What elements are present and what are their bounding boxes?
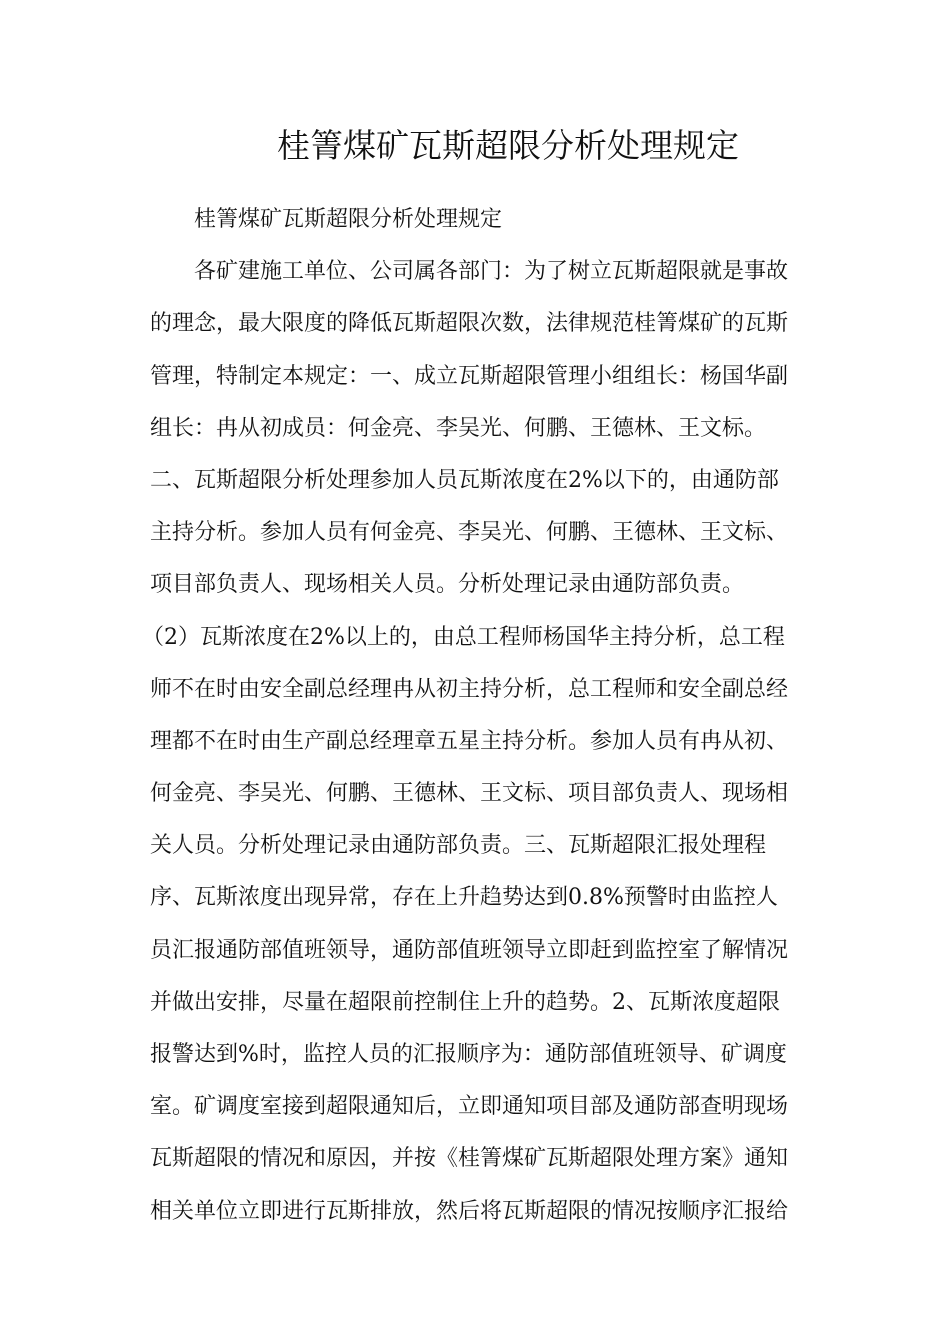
body-line: 何金亮、李吴光、何鹏、王德林、王文标、项目部负责人、现场相	[150, 781, 789, 807]
body-line: 瓦斯超限的情况和原因，并按《桂箐煤矿瓦斯超限处理方案》通知	[150, 1146, 789, 1172]
body-line: 组长：冉从初成员：何金亮、李吴光、何鹏、王德林、王文标。	[150, 415, 767, 441]
body-line: 理都不在时由生产副总经理章五星主持分析。参加人员有冉从初、	[150, 728, 789, 754]
body-line: 报警达到%时，监控人员的汇报顺序为：通防部值班领导、矿调度	[150, 1042, 787, 1067]
body-line: 管理，特制定本规定：一、成立瓦斯超限管理小组组长：杨国华副	[150, 363, 789, 389]
body-line: 主持分析。参加人员有何金亮、李吴光、何鹏、王德林、王文标、	[150, 520, 789, 546]
body-line: 序、瓦斯浓度出现异常，存在上升趋势达到0.8%预警时由监控人	[150, 885, 778, 911]
body-line: 二、瓦斯超限分析处理参加人员瓦斯浓度在2%以下的，由通防部	[150, 467, 779, 493]
document-body	[142, 194, 810, 1238]
body-line: （2）瓦斯浓度在2%以上的，由总工程师杨国华主持分析，总工程	[142, 624, 785, 650]
body-line: 并做出安排，尽量在超限前控制住上升的趋势。2、瓦斯浓度超限	[150, 989, 780, 1015]
body-line: 师不在时由安全副总经理冉从初主持分析，总工程师和安全副总经	[150, 676, 789, 702]
body-line: 关人员。分析处理记录由通防部负责。三、瓦斯超限汇报处理程	[150, 833, 767, 859]
body-line: 项目部负责人、现场相关人员。分析处理记录由通防部负责。	[150, 572, 745, 598]
body-line: 桂箐煤矿瓦斯超限分析处理规定	[194, 207, 503, 232]
body-line: 室。矿调度室接到超限通知后，立即通知项目部及通防部查明现场	[150, 1094, 789, 1120]
document-title: 桂箐煤矿瓦斯超限分析处理规定	[277, 126, 739, 165]
body-line: 各矿建施工单位、公司属各部门：为了树立瓦斯超限就是事故	[194, 259, 789, 285]
body-line: 相关单位立即进行瓦斯排放，然后将瓦斯超限的情况按顺序汇报给	[150, 1198, 789, 1224]
body-line: 的理念，最大限度的降低瓦斯超限次数，法律规范桂箐煤矿的瓦斯	[150, 311, 789, 337]
body-line: 员汇报通防部值班领导，通防部值班领导立即赶到监控室了解情况	[150, 937, 789, 963]
